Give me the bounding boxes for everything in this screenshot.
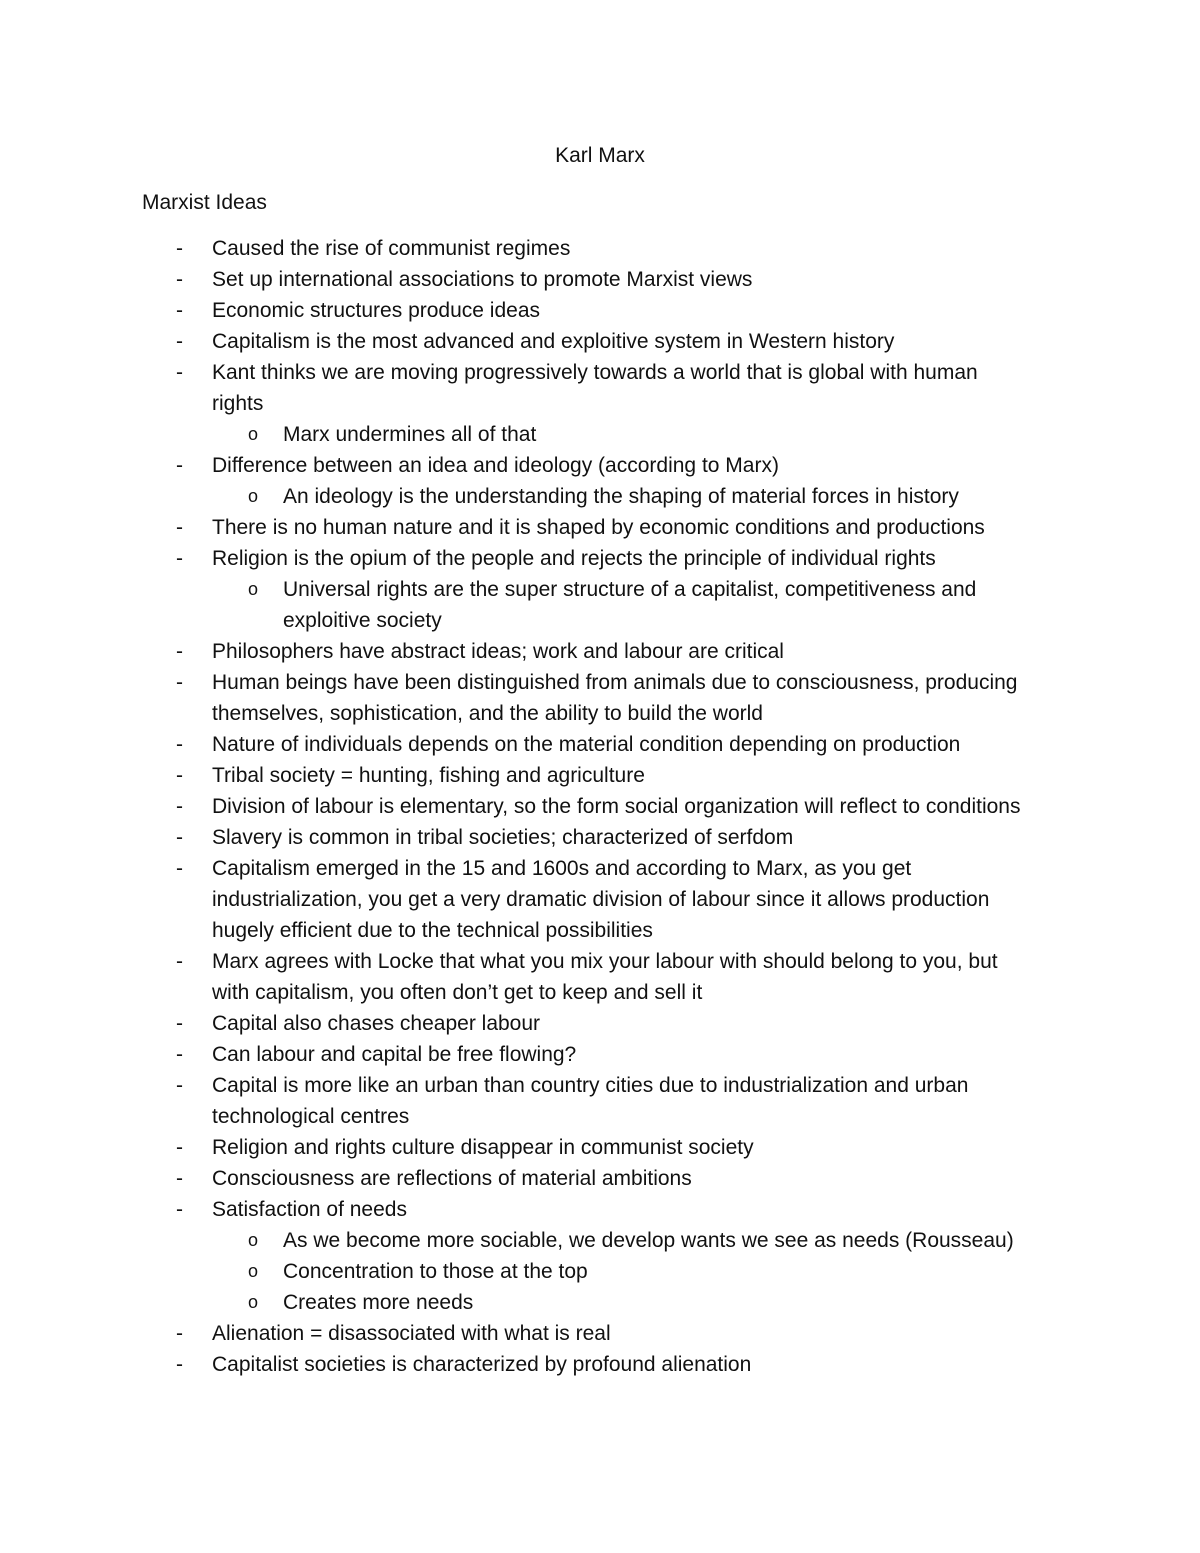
list-item-line: Marx undermines all of that — [283, 423, 537, 446]
list-item-line: exploitive society — [283, 609, 442, 632]
list-item-line: Tribal society = hunting, fishing and agriculture — [212, 764, 645, 787]
list-item — [0, 264, 1200, 295]
list-item — [0, 760, 1200, 791]
list-item-line: Difference between an idea and ideology (according to Marx) — [212, 454, 779, 477]
list-item — [0, 233, 1200, 264]
list-item-line: Human beings have been distinguished from animals due to consciousness, producing — [212, 671, 1018, 694]
list-item-line: As we become more sociable, we develop wants we see as needs (Rousseau) — [283, 1229, 1014, 1252]
list-item-line: Caused the rise of communist regimes — [212, 237, 571, 260]
list-item-line: themselves, sophistication, and the ability to build the world — [212, 702, 763, 725]
dash-bullet-marker: - — [176, 795, 183, 818]
document-title: Karl Marx — [555, 144, 645, 167]
list-item — [0, 1349, 1200, 1380]
dash-bullet-marker: - — [176, 857, 183, 880]
list-item-line: Satisfaction of needs — [212, 1198, 407, 1221]
list-item-line: hugely efficient due to the technical possibilities — [212, 919, 653, 942]
dash-bullet-marker: - — [176, 1167, 183, 1190]
dash-bullet-marker: - — [176, 1136, 183, 1159]
list-item-line: Universal rights are the super structure of a capitalist, competitiveness and — [283, 578, 977, 601]
list-item-line: Philosophers have abstract ideas; work and labour are critical — [212, 640, 784, 663]
dash-bullet-marker: - — [176, 516, 183, 539]
list-item — [0, 512, 1200, 543]
list-item-line: with capitalism, you often don’t get to keep and sell it — [212, 981, 703, 1004]
dash-bullet-marker: - — [176, 361, 183, 384]
list-item — [0, 1194, 1200, 1225]
sub-list-item — [0, 574, 1200, 636]
list-item — [0, 791, 1200, 822]
list-item — [0, 1070, 1200, 1132]
list-item — [0, 729, 1200, 760]
list-item — [0, 1008, 1200, 1039]
circle-bullet-marker: o — [248, 1292, 259, 1312]
list-item — [0, 1318, 1200, 1349]
list-item-line: Alienation = disassociated with what is real — [212, 1322, 611, 1345]
section-heading: Marxist Ideas — [142, 191, 267, 214]
list-item-line: Nature of individuals depends on the material condition depending on production — [212, 733, 961, 756]
list-item-line: Slavery is common in tribal societies; characterized of serfdom — [212, 826, 794, 849]
dash-bullet-marker: - — [176, 299, 183, 322]
list-item — [0, 357, 1200, 419]
dash-bullet-marker: - — [176, 268, 183, 291]
circle-bullet-marker: o — [248, 579, 259, 599]
list-item — [0, 1163, 1200, 1194]
circle-bullet-marker: o — [248, 486, 259, 506]
list-item-line: Religion and rights culture disappear in communist society — [212, 1136, 754, 1159]
dash-bullet-marker: - — [176, 671, 183, 694]
list-item-line: Division of labour is elementary, so the form social organization will reflect to conditions — [212, 795, 1021, 818]
list-item-line: Capitalism is the most advanced and exploitive system in Western history — [212, 330, 895, 353]
circle-bullet-marker: o — [248, 1230, 259, 1250]
dash-bullet-marker: - — [176, 733, 183, 756]
dash-bullet-marker: - — [176, 826, 183, 849]
dash-bullet-marker: - — [176, 1353, 183, 1376]
list-item-line: Religion is the opium of the people and rejects the principle of individual rights — [212, 547, 936, 570]
list-item-line: Capitalism emerged in the 15 and 1600s and according to Marx, as you get — [212, 857, 912, 880]
sub-list-item — [0, 419, 1200, 450]
circle-bullet-marker: o — [248, 424, 259, 444]
list-item-line: Capital is more like an urban than country cities due to industrialization and urban — [212, 1074, 969, 1097]
sub-list-item — [0, 1287, 1200, 1318]
list-item — [0, 822, 1200, 853]
dash-bullet-marker: - — [176, 950, 183, 973]
list-item-line: Can labour and capital be free flowing? — [212, 1043, 577, 1066]
list-item — [0, 667, 1200, 729]
list-item — [0, 1039, 1200, 1070]
list-item-line: There is no human nature and it is shaped by economic conditions and productions — [212, 516, 985, 539]
list-item — [0, 295, 1200, 326]
list-item-line: Kant thinks we are moving progressively towards a world that is global with human — [212, 361, 978, 384]
sub-list-item — [0, 481, 1200, 512]
list-item-line: technological centres — [212, 1105, 410, 1128]
list-item-line: industrialization, you get a very dramatic division of labour since it allows production — [212, 888, 990, 911]
dash-bullet-marker: - — [176, 1012, 183, 1035]
list-item-line: Marx agrees with Locke that what you mix your labour with should belong to you, but — [212, 950, 998, 973]
circle-bullet-marker: o — [248, 1261, 259, 1281]
dash-bullet-marker: - — [176, 1322, 183, 1345]
dash-bullet-marker: - — [176, 330, 183, 353]
dash-bullet-marker: - — [176, 640, 183, 663]
sub-list-item — [0, 1256, 1200, 1287]
dash-bullet-marker: - — [176, 1074, 183, 1097]
dash-bullet-marker: - — [176, 1198, 183, 1221]
dash-bullet-marker: - — [176, 237, 183, 260]
list-item-line: Creates more needs — [283, 1291, 474, 1314]
dash-bullet-marker: - — [176, 764, 183, 787]
dash-bullet-marker: - — [176, 547, 183, 570]
list-item-line: Set up international associations to promote Marxist views — [212, 268, 753, 291]
notes-list — [0, 233, 1200, 1380]
list-item — [0, 450, 1200, 481]
list-item — [0, 326, 1200, 357]
list-item — [0, 946, 1200, 1008]
dash-bullet-marker: - — [176, 1043, 183, 1066]
list-item — [0, 543, 1200, 574]
list-item-line: Capital also chases cheaper labour — [212, 1012, 541, 1035]
sub-list-item — [0, 1225, 1200, 1256]
list-item — [0, 636, 1200, 667]
list-item-line: Concentration to those at the top — [283, 1260, 588, 1283]
list-item — [0, 1132, 1200, 1163]
list-item-line: Consciousness are reflections of material ambitions — [212, 1167, 692, 1190]
list-item-line: rights — [212, 392, 264, 415]
list-item-line: Economic structures produce ideas — [212, 299, 540, 322]
dash-bullet-marker: - — [176, 454, 183, 477]
list-item — [0, 853, 1200, 946]
list-item-line: An ideology is the understanding the shaping of material forces in history — [283, 485, 959, 508]
list-item-line: Capitalist societies is characterized by profound alienation — [212, 1353, 752, 1376]
